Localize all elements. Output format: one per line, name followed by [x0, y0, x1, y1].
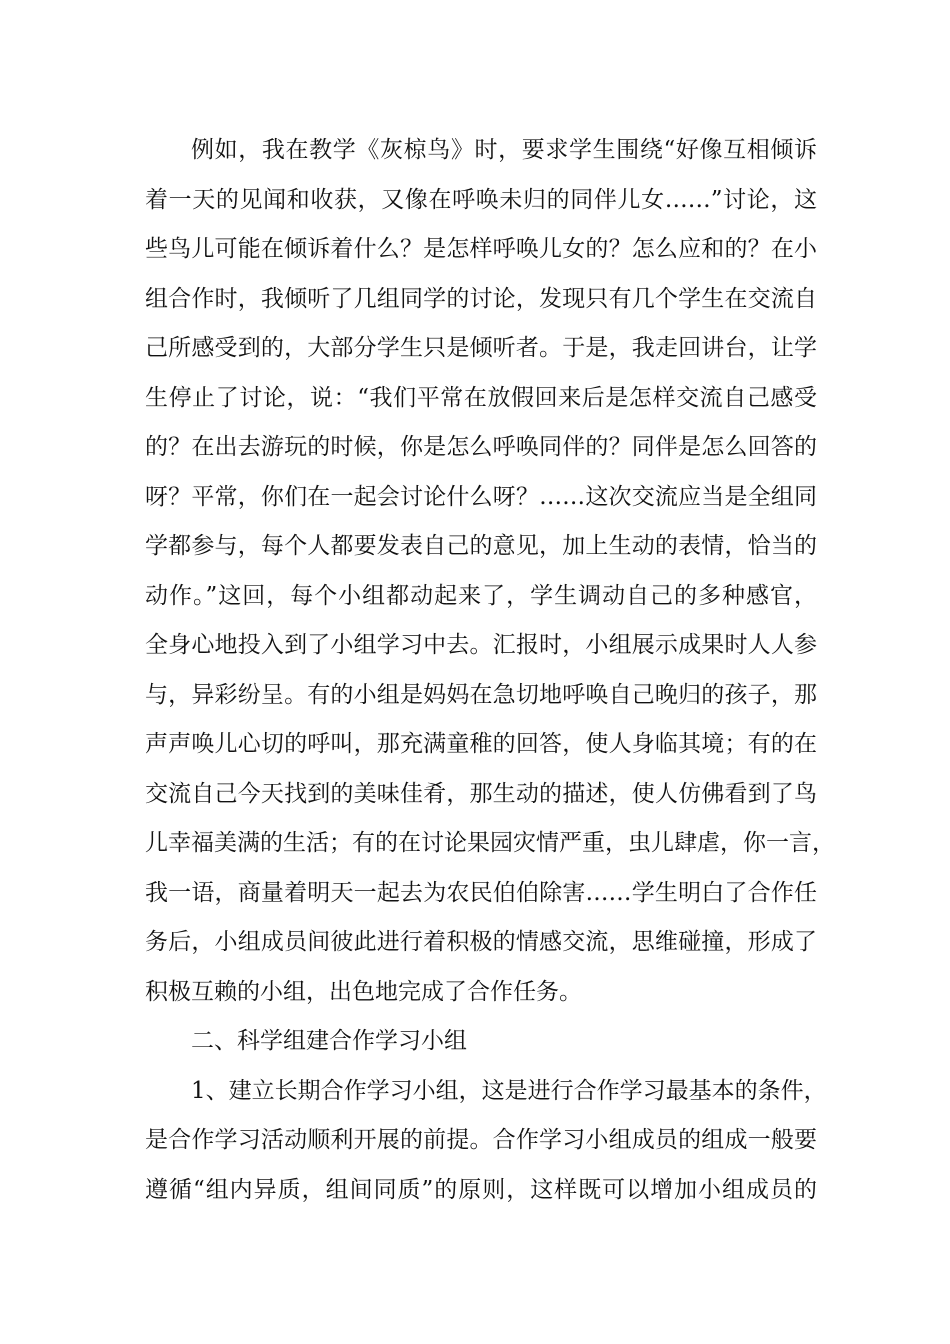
paragraph-line: 呀？平常，你们在一起会讨论什么呀？……这次交流应当是全组同 [145, 483, 817, 510]
paragraph-line: 着一天的见闻和收获，又像在呼唤未归的同伴儿女……”讨论，这 [145, 186, 817, 213]
paragraph-line: 我一语，商量着明天一起去为农民伯伯除害……学生明白了合作任 [145, 879, 817, 906]
paragraph-line: 与，异彩纷呈。有的小组是妈妈在急切地呼唤自己晚归的孩子，那 [145, 681, 817, 708]
paragraph-line: 是合作学习活动顺利开展的前提。合作学习小组成员的组成一般要 [145, 1127, 817, 1153]
paragraph-line: 的？在出去游玩的时候，你是怎么呼唤同伴的？同伴是怎么回答的 [145, 434, 817, 460]
paragraph-line: 1、建立长期合作学习小组，这是进行合作学习最基本的条件， [191, 1077, 827, 1104]
paragraph-line: 学都参与，每个人都要发表自己的意见，加上生动的表情，恰当的 [145, 533, 817, 559]
paragraph-line: 些鸟儿可能在倾诉着什么？是怎样呼唤儿女的？怎么应和的？在小 [145, 236, 817, 262]
paragraph-line: 儿幸福美满的生活；有的在讨论果园灾情严重，虫儿肆虐，你一言， [145, 830, 835, 856]
paragraph-last-line: 积极互赖的小组，出色地完成了合作任务。 [145, 978, 582, 1005]
paragraph-line: 全身心地投入到了小组学习中去。汇报时，小组展示成果时人人参 [145, 632, 817, 658]
document-body [145, 126, 835, 1215]
paragraph-line: 务后，小组成员间彼此进行着积极的情感交流，思维碰撞，形成了 [145, 929, 817, 955]
paragraph-line: 动作。”这回，每个小组都动起来了，学生调动自己的多种感官， [145, 582, 817, 609]
paragraph-line: 交流自己今天找到的美味佳肴，那生动的描述，使人仿佛看到了鸟 [145, 780, 817, 807]
paragraph-line: 遵循“组内异质，组间同质”的原则，这样既可以增加小组成员的 [145, 1176, 817, 1203]
paragraph-line: 己所感受到的，大部分学生只是倾听者。于是，我走回讲台，让学 [145, 335, 817, 361]
paragraph-line: 生停止了讨论，说：“我们平常在放假回来后是怎样交流自己感受 [145, 384, 817, 411]
section-heading: 二、科学组建合作学习小组 [191, 1028, 467, 1054]
paragraph-line: 组合作时，我倾听了几组同学的讨论，发现只有几个学生在交流自 [145, 285, 817, 312]
paragraph-line: 声声唤儿心切的呼叫，那充满童稚的回答，使人身临其境；有的在 [145, 731, 817, 757]
paragraph-line: 例如，我在教学《灰椋鸟》时，要求学生围绕“好像互相倾诉 [191, 137, 817, 163]
